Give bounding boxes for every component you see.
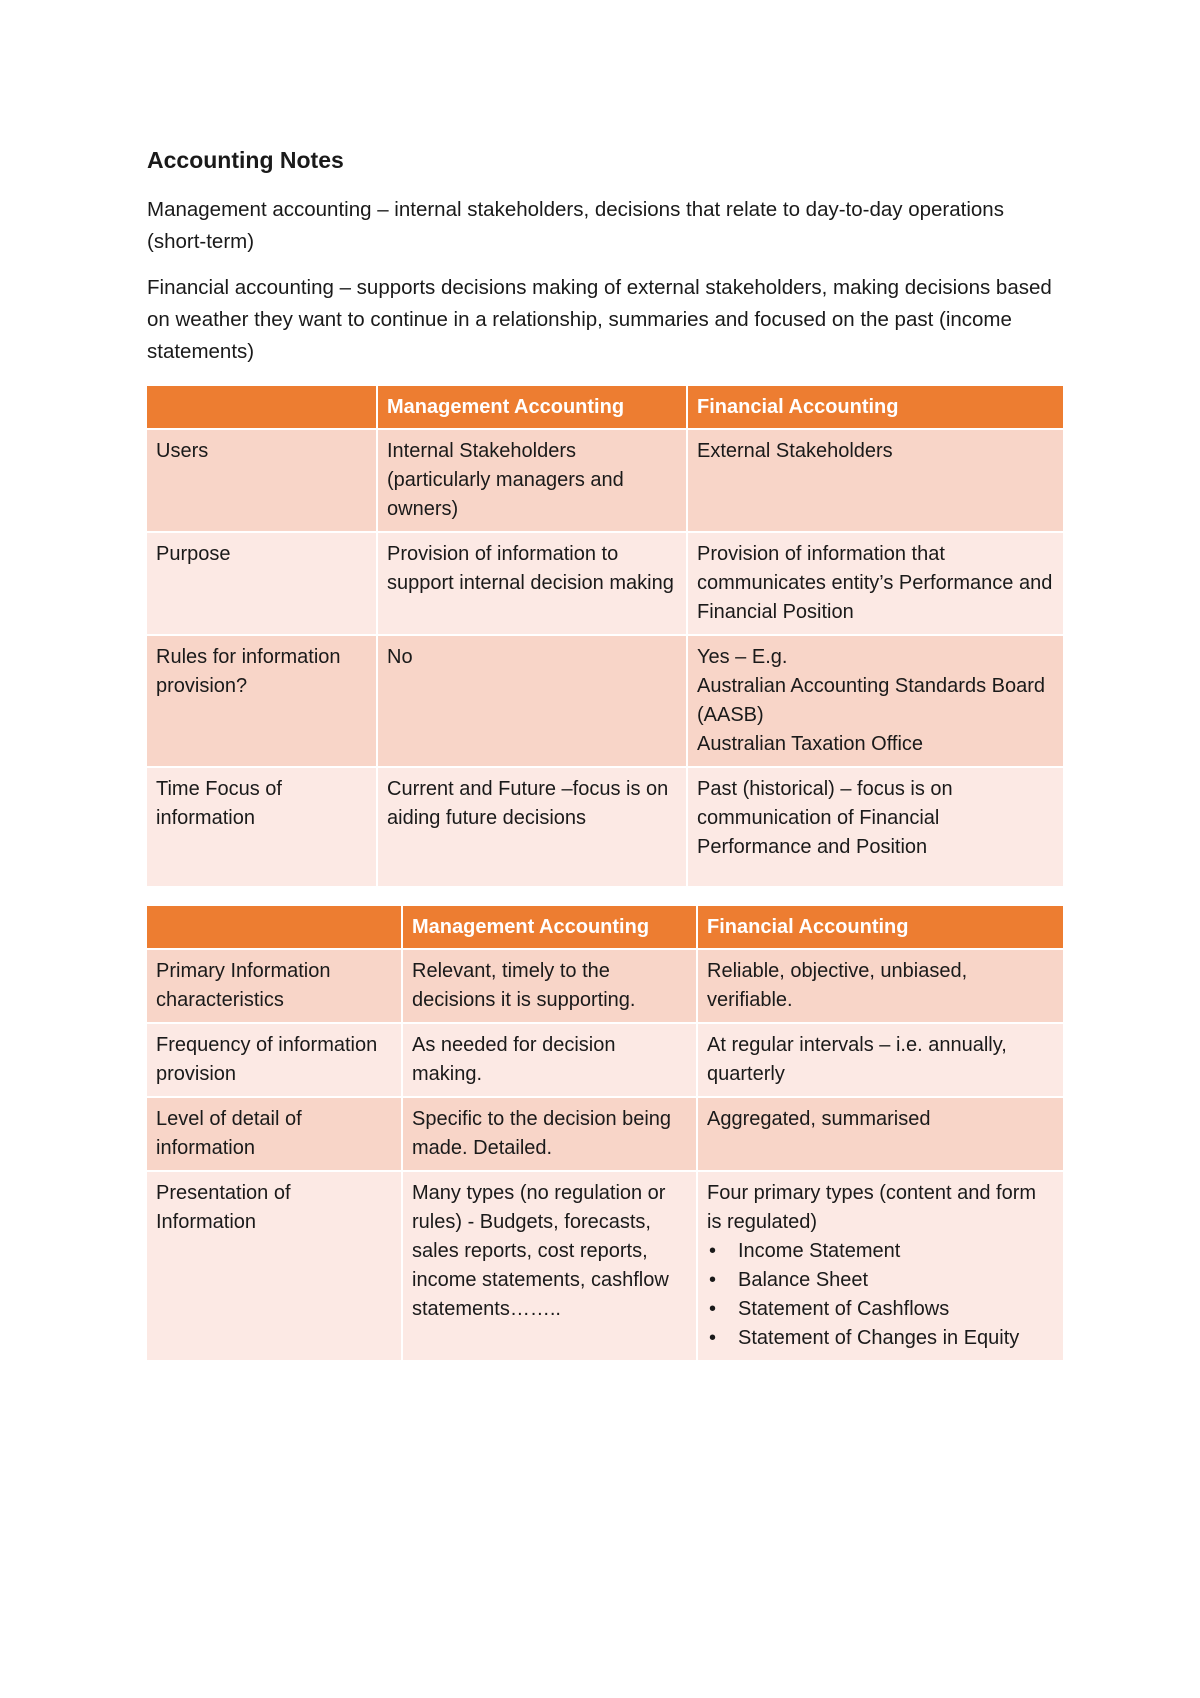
table-header-financial: Financial Accounting: [688, 386, 1063, 430]
table-row: [147, 1024, 1063, 1098]
table-header-row: [147, 386, 1063, 430]
table-header-blank: [147, 386, 378, 430]
table-row: [147, 1098, 1063, 1172]
financial-cell: [688, 636, 1063, 768]
financial-cell: At regular intervals – i.e. annually, quarterly: [698, 1024, 1063, 1098]
table-header-blank: [147, 906, 403, 950]
cell-text: Past (historical) – focus is on communication of Financial Performance and Position: [697, 778, 953, 858]
financial-cell: Reliable, objective, unbiased, verifiable.: [698, 950, 1063, 1024]
row-label: Purpose: [147, 533, 378, 636]
cell-text: Current and Future –focus is on aiding future decisions: [387, 778, 669, 829]
table-row: [147, 430, 1063, 533]
financial-cell: [688, 533, 1063, 636]
table-header-management: Management Accounting: [403, 906, 698, 950]
financial-cell: [688, 768, 1063, 888]
list-item: • Statement of Changes in Equity: [707, 1324, 1054, 1353]
management-cell: Many types (no regulation or rules) - Budgets, forecasts, sales reports, cost reports, income statements, cashflow statements……..: [403, 1172, 698, 1362]
cell-text: External Stakeholders: [697, 440, 893, 462]
table-header-financial: Financial Accounting: [698, 906, 1063, 950]
financial-cell: Aggregated, summarised: [698, 1098, 1063, 1172]
bullet-list: [707, 1237, 1054, 1353]
table-row: [147, 533, 1063, 636]
cell-text: Provision of information to support internal decision making: [387, 543, 674, 594]
row-label: Level of detail of information: [147, 1098, 403, 1172]
row-label: Time Focus of information: [147, 768, 378, 888]
cell-text: Australian Accounting Standards Board (AASB): [697, 675, 1045, 726]
cell-text: No: [387, 646, 413, 668]
list-item: • Balance Sheet: [707, 1266, 1054, 1295]
management-cell: As needed for decision making.: [403, 1024, 698, 1098]
table-row: [147, 768, 1063, 888]
comparison-table-1: [147, 386, 1063, 888]
list-item: • Income Statement: [707, 1237, 1054, 1266]
table-row: [147, 1172, 1063, 1362]
document-page: [147, 146, 1063, 1362]
management-cell: Relevant, timely to the decisions it is supporting.: [403, 950, 698, 1024]
row-label: Rules for information provision?: [147, 636, 378, 768]
table-header-management: Management Accounting: [378, 386, 688, 430]
cell-text: Four primary types (content and form is regulated): [707, 1182, 1037, 1233]
management-cell: [378, 533, 688, 636]
management-cell: [378, 636, 688, 768]
financial-cell: [688, 430, 1063, 533]
table-header-row: [147, 906, 1063, 950]
management-cell: [378, 430, 688, 533]
management-cell: [378, 768, 688, 888]
financial-cell: [698, 1172, 1063, 1362]
row-label: Frequency of information provision: [147, 1024, 403, 1098]
paragraph-management-accounting: Management accounting – internal stakeholders, decisions that relate to day-to-day operations (short-term): [147, 198, 1004, 253]
row-label: Presentation of Information: [147, 1172, 403, 1362]
table-row: [147, 950, 1063, 1024]
page-title: Accounting Notes: [147, 147, 344, 173]
management-cell: Specific to the decision being made. Detailed.: [403, 1098, 698, 1172]
comparison-table-2: [147, 906, 1063, 1362]
list-item: • Statement of Cashflows: [707, 1295, 1054, 1324]
cell-text: Internal Stakeholders (particularly managers and owners): [387, 440, 624, 520]
row-label: Primary Information characteristics: [147, 950, 403, 1024]
cell-text: Yes – E.g.: [697, 646, 788, 668]
table-row: [147, 636, 1063, 768]
cell-text: Australian Taxation Office: [697, 733, 924, 755]
row-label: Users: [147, 430, 378, 533]
cell-text: Provision of information that communicates entity’s Performance and Financial Position: [697, 543, 1053, 623]
paragraph-financial-accounting: Financial accounting – supports decisions making of external stakeholders, making decisions based on weather they want to continue in a relationship, summaries and focused on the past (income statements): [147, 276, 1052, 363]
